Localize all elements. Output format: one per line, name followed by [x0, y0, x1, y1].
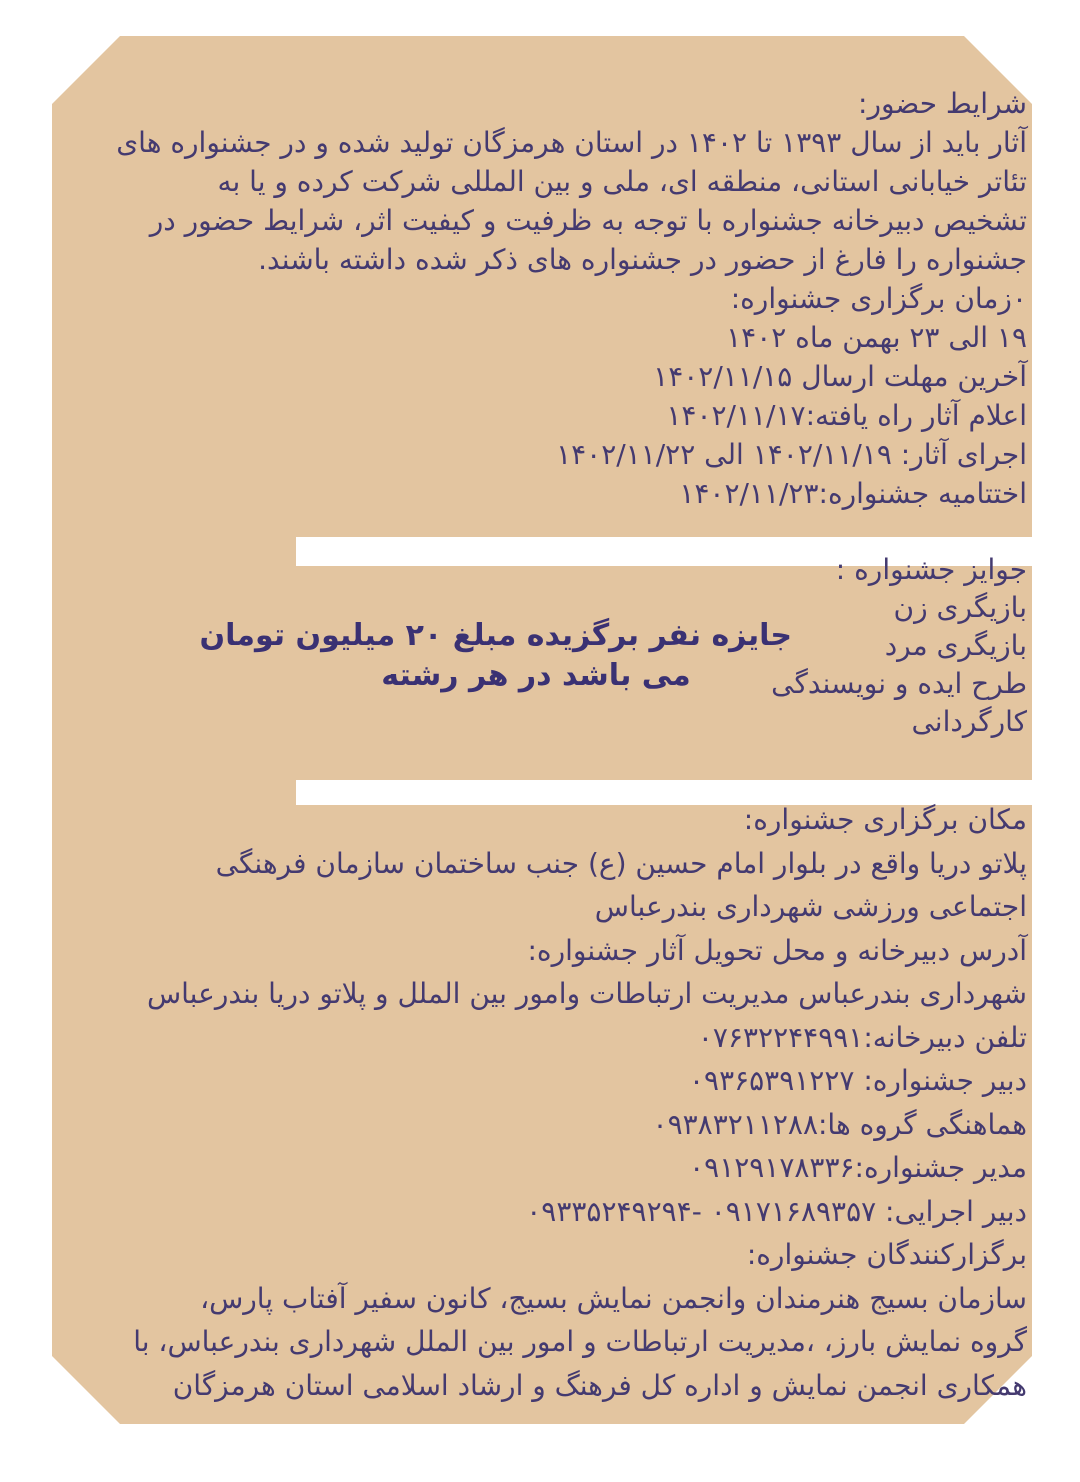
prize-amount-highlight: [199, 616, 792, 696]
closing-ceremony: اختتامیه جشنواره:۱۴۰۲/۱۱/۲۳: [679, 477, 1027, 510]
festival-manager-phone: مدیر جشنواره:۰۹۱۲۹۱۷۸۳۳۶: [689, 1151, 1027, 1184]
prizes-section: [771, 551, 1027, 741]
venue-address: اجتماعی ورزشی شهرداری بندرعباس: [594, 890, 1027, 923]
secretariat-phone: تلفن دبیرخانه:۰۷۶۳۲۲۴۴۹۹۱: [697, 1020, 1027, 1054]
conditions-line: تشخیص دبیرخانه جشنواره با توجه به ظرفیت و کیفیت اثر، شرایط حضور در: [149, 204, 1027, 237]
schedule-dates: ۱۹ الی ۲۳ بهمن ماه ۱۴۰۲: [726, 321, 1027, 354]
conditions-line: جشنواره را فارغ از حضور در جشنواره های ذکر شده داشته باشند.: [258, 243, 1027, 276]
prize-item: طرح ایده و نویسندگی: [771, 667, 1027, 700]
schedule-title: ۰زمان برگزاری جشنواره:: [730, 282, 1027, 315]
conditions-title: شرایط حضور:: [858, 87, 1027, 120]
organizers-title: برگزارکنندگان جشنواره:: [746, 1238, 1027, 1271]
organizers-line: سازمان بسیج هنرمندان وانجمن نمایش بسیج، کانون سفیر آفتاب پارس،: [200, 1281, 1027, 1315]
conditions-line: آثار باید از سال ۱۳۹۳ تا ۱۴۰۲ در استان هرمزگان تولید شده و در جشنواره های: [116, 126, 1027, 159]
conditions-line: تئاتر خیابانی استانی، منطقه ای، ملی و بین المللی شرکت کرده و یا به: [217, 165, 1027, 198]
prize-item: کارگردانی: [911, 705, 1027, 738]
organizers-line: همکاری انجمن نمایش و اداره کل فرهنگ و ارشاد اسلامی استان هرمزگان: [172, 1368, 1027, 1402]
performance-dates: اجرای آثار: ۱۴۰۲/۱۱/۱۹ الی ۱۴۰۲/۱۱/۲۲: [556, 438, 1027, 471]
organizers-line: گروه نمایش بارز، ،مدیریت ارتباطات و امور بین الملل شهرداری بندرعباس، با: [133, 1325, 1027, 1358]
prize-amount-line: جایزه نفر برگزیده مبلغ ۲۰ میلیون تومان: [199, 618, 792, 653]
prizes-title: جوایز جشنواره :: [835, 553, 1027, 586]
venue-section: [133, 798, 1027, 1407]
prize-item: بازیگری زن: [893, 591, 1027, 624]
groups-coordination-phone: هماهنگی گروه ها:۰۹۳۸۳۲۱۱۲۸۸: [652, 1107, 1027, 1141]
festival-secretary-phone: دبیر جشنواره: ۰۹۳۶۵۳۹۱۲۲۷: [688, 1064, 1027, 1097]
conditions-section: [116, 84, 1027, 513]
submission-deadline: آخرین مهلت ارسال ۱۴۰۲/۱۱/۱۵: [653, 360, 1027, 393]
venue-title: مکان برگزاری جشنواره:: [743, 803, 1027, 836]
executive-secretary-phone: دبیر اجرایی: ۰۹۱۷۱۶۸۹۳۵۷ -۰۹۳۳۵۲۴۹۲۹۴: [526, 1194, 1027, 1228]
venue-address: پلاتو دریا واقع در بلوار امام حسین (ع) جنب ساختمان سازمان فرهنگی: [215, 846, 1027, 880]
selection-announcement: اعلام آثار راه یافته:۱۴۰۲/۱۱/۱۷: [666, 399, 1027, 432]
prize-item: بازیگری مرد: [884, 629, 1027, 662]
secretariat-title: آدرس دبیرخانه و محل تحویل آثار جشنواره:: [527, 933, 1027, 967]
prize-amount-line: می باشد در هر رشته: [381, 658, 691, 693]
secretariat-address: شهرداری بندرعباس مدیریت ارتباطات وامور بین الملل و پلاتو دریا بندرعباس: [146, 977, 1027, 1010]
